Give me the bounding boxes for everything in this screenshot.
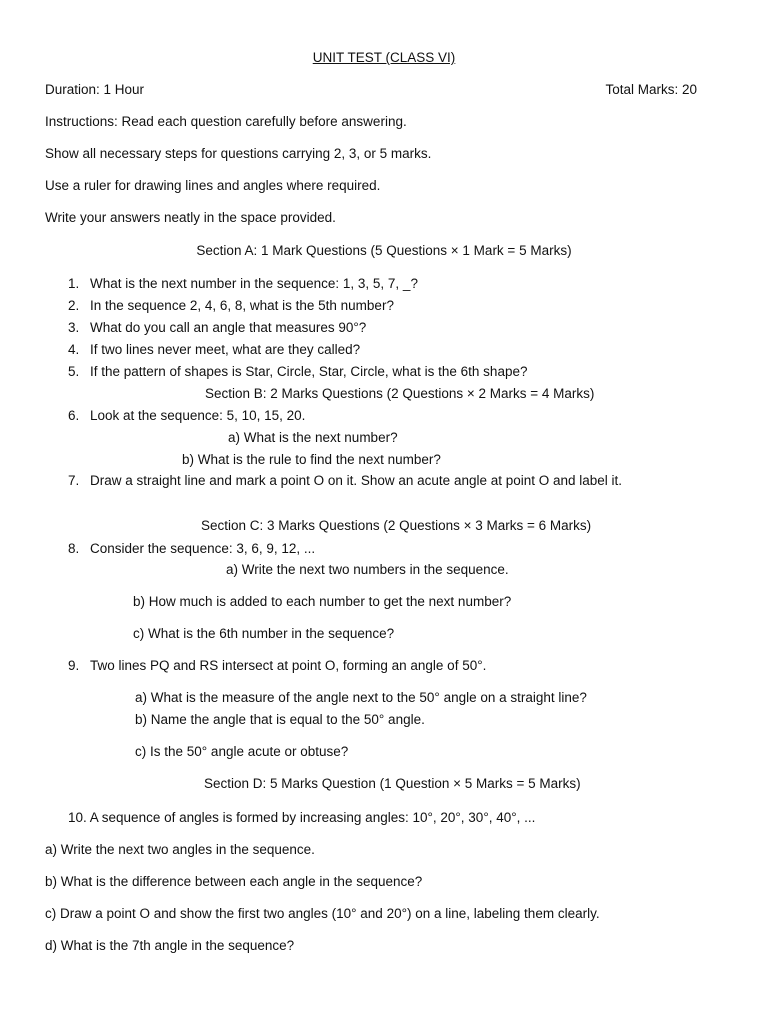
question-text: If two lines never meet, what are they called? bbox=[90, 342, 361, 357]
question-text: 10. A sequence of angles is formed by increasing angles: 10°, 20°, 30°, 40°, ... bbox=[68, 810, 536, 825]
sub-question: a) Write the next two angles in the sequence. bbox=[45, 842, 315, 857]
question-text: What is the next number in the sequence: 1, 3, 5, 7, _? bbox=[90, 276, 418, 291]
question-number: 2. bbox=[68, 298, 80, 313]
question-text: Two lines PQ and RS intersect at point O, forming an angle of 50°. bbox=[90, 658, 487, 673]
question-text: Consider the sequence: 3, 6, 9, 12, ... bbox=[90, 541, 316, 556]
total-marks: Total Marks: 20 bbox=[605, 82, 697, 97]
duration: Duration: 1 Hour bbox=[45, 82, 145, 97]
sub-question: c) What is the 6th number in the sequence? bbox=[133, 626, 395, 641]
page-title: UNIT TEST (CLASS VI) bbox=[312, 50, 456, 65]
question-text: Draw a straight line and mark a point O on it. Show an acute angle at point O and label it. bbox=[90, 473, 623, 488]
question-number: 6. bbox=[68, 408, 80, 423]
sub-question: a) What is the measure of the angle next to the 50° angle on a straight line? bbox=[135, 690, 587, 705]
question-text: What do you call an angle that measures 90°? bbox=[90, 320, 367, 335]
sub-question: b) What is the difference between each angle in the sequence? bbox=[45, 874, 423, 889]
question-text: If the pattern of shapes is Star, Circle, Star, Circle, what is the 6th shape? bbox=[90, 364, 528, 379]
question-number: 4. bbox=[68, 342, 80, 357]
question-number: 7. bbox=[68, 473, 80, 488]
question-number: 5. bbox=[68, 364, 80, 379]
question-number: 3. bbox=[68, 320, 80, 335]
question-number: 8. bbox=[68, 541, 80, 556]
sub-question: a) Write the next two numbers in the sequence. bbox=[226, 562, 509, 577]
section-c-heading: Section C: 3 Marks Questions (2 Questions × 3 Marks = 6 Marks) bbox=[201, 518, 592, 533]
sub-question: b) Name the angle that is equal to the 50° angle. bbox=[135, 712, 425, 727]
sub-question: a) What is the next number? bbox=[228, 430, 398, 445]
sub-question: c) Is the 50° angle acute or obtuse? bbox=[135, 744, 349, 759]
section-d-heading: Section D: 5 Marks Question (1 Question × 5 Marks = 5 Marks) bbox=[204, 776, 581, 791]
sub-question: b) What is the rule to find the next number? bbox=[182, 452, 441, 467]
instruction-line: Instructions: Read each question carefully before answering. bbox=[45, 114, 407, 129]
question-number: 1. bbox=[68, 276, 80, 291]
instruction-line: Show all necessary steps for questions carrying 2, 3, or 5 marks. bbox=[45, 146, 432, 161]
instruction-line: Write your answers neatly in the space provided. bbox=[45, 210, 336, 225]
question-number: 9. bbox=[68, 658, 80, 673]
question-text: Look at the sequence: 5, 10, 15, 20. bbox=[90, 408, 306, 423]
sub-question: c) Draw a point O and show the first two angles (10° and 20°) on a line, labeling them clearly. bbox=[45, 906, 600, 921]
question-text: In the sequence 2, 4, 6, 8, what is the 5th number? bbox=[90, 298, 394, 313]
sub-question: b) How much is added to each number to get the next number? bbox=[133, 594, 512, 609]
section-a-heading: Section A: 1 Mark Questions (5 Questions × 1 Mark = 5 Marks) bbox=[196, 243, 572, 258]
instruction-line: Use a ruler for drawing lines and angles where required. bbox=[45, 178, 381, 193]
sub-question: d) What is the 7th angle in the sequence? bbox=[45, 938, 295, 953]
section-b-heading: Section B: 2 Marks Questions (2 Questions × 2 Marks = 4 Marks) bbox=[205, 386, 595, 401]
